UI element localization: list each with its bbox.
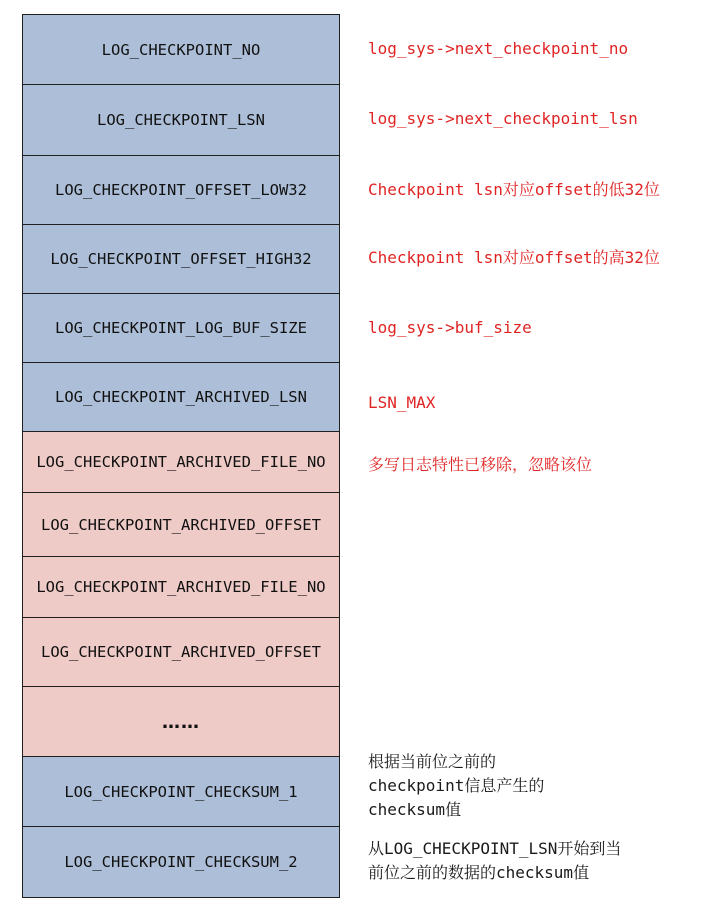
ellipsis-row: …… <box>22 686 340 758</box>
annotation-line: log_sys->buf_size <box>368 318 532 337</box>
annotation-line: 根据当前位之前的 <box>368 752 497 771</box>
field-row: LOG_CHECKPOINT_CHECKSUM_2 <box>22 826 340 898</box>
field-row: LOG_CHECKPOINT_OFFSET_HIGH32 <box>22 224 340 295</box>
annotation-line: log_sys->next_checkpoint_lsn <box>368 109 638 128</box>
field-row: LOG_CHECKPOINT_ARCHIVED_OFFSET <box>22 617 340 688</box>
field-annotation <box>368 837 621 885</box>
field-annotation <box>368 107 638 131</box>
field-row: LOG_CHECKPOINT_ARCHIVED_LSN <box>22 362 340 433</box>
annotation-line: Checkpoint lsn对应offset的高32位 <box>368 248 660 267</box>
annotation-line: LSN_MAX <box>368 393 436 412</box>
annotation-line: 从LOG_CHECKPOINT_LSN开始到当 <box>368 839 622 858</box>
field-row: LOG_CHECKPOINT_ARCHIVED_OFFSET <box>22 492 340 558</box>
field-annotation <box>368 391 435 415</box>
field-row: LOG_CHECKPOINT_LSN <box>22 84 340 156</box>
annotation-line: Checkpoint lsn对应offset的低32位 <box>368 180 660 199</box>
annotation-line: log_sys->next_checkpoint_no <box>368 39 629 58</box>
field-row: LOG_CHECKPOINT_ARCHIVED_FILE_NO <box>22 556 340 619</box>
field-row: LOG_CHECKPOINT_OFFSET_LOW32 <box>22 155 340 226</box>
field-annotation <box>368 453 592 477</box>
field-annotation <box>368 178 660 202</box>
field-row: LOG_CHECKPOINT_ARCHIVED_FILE_NO <box>22 431 340 494</box>
field-annotation <box>368 246 660 270</box>
annotation-line: checkpoint信息产生的 <box>368 776 545 795</box>
field-annotation <box>368 316 532 340</box>
field-row: LOG_CHECKPOINT_NO <box>22 14 340 86</box>
field-row: LOG_CHECKPOINT_CHECKSUM_1 <box>22 756 340 828</box>
field-row: LOG_CHECKPOINT_LOG_BUF_SIZE <box>22 293 340 364</box>
annotation-line: checksum值 <box>368 800 462 819</box>
field-annotation <box>368 750 544 822</box>
annotation-line: 多写日志特性已移除，忽略该位 <box>368 455 593 474</box>
field-annotation <box>368 37 628 61</box>
annotation-line: 前位之前的数据的checksum值 <box>368 863 590 882</box>
